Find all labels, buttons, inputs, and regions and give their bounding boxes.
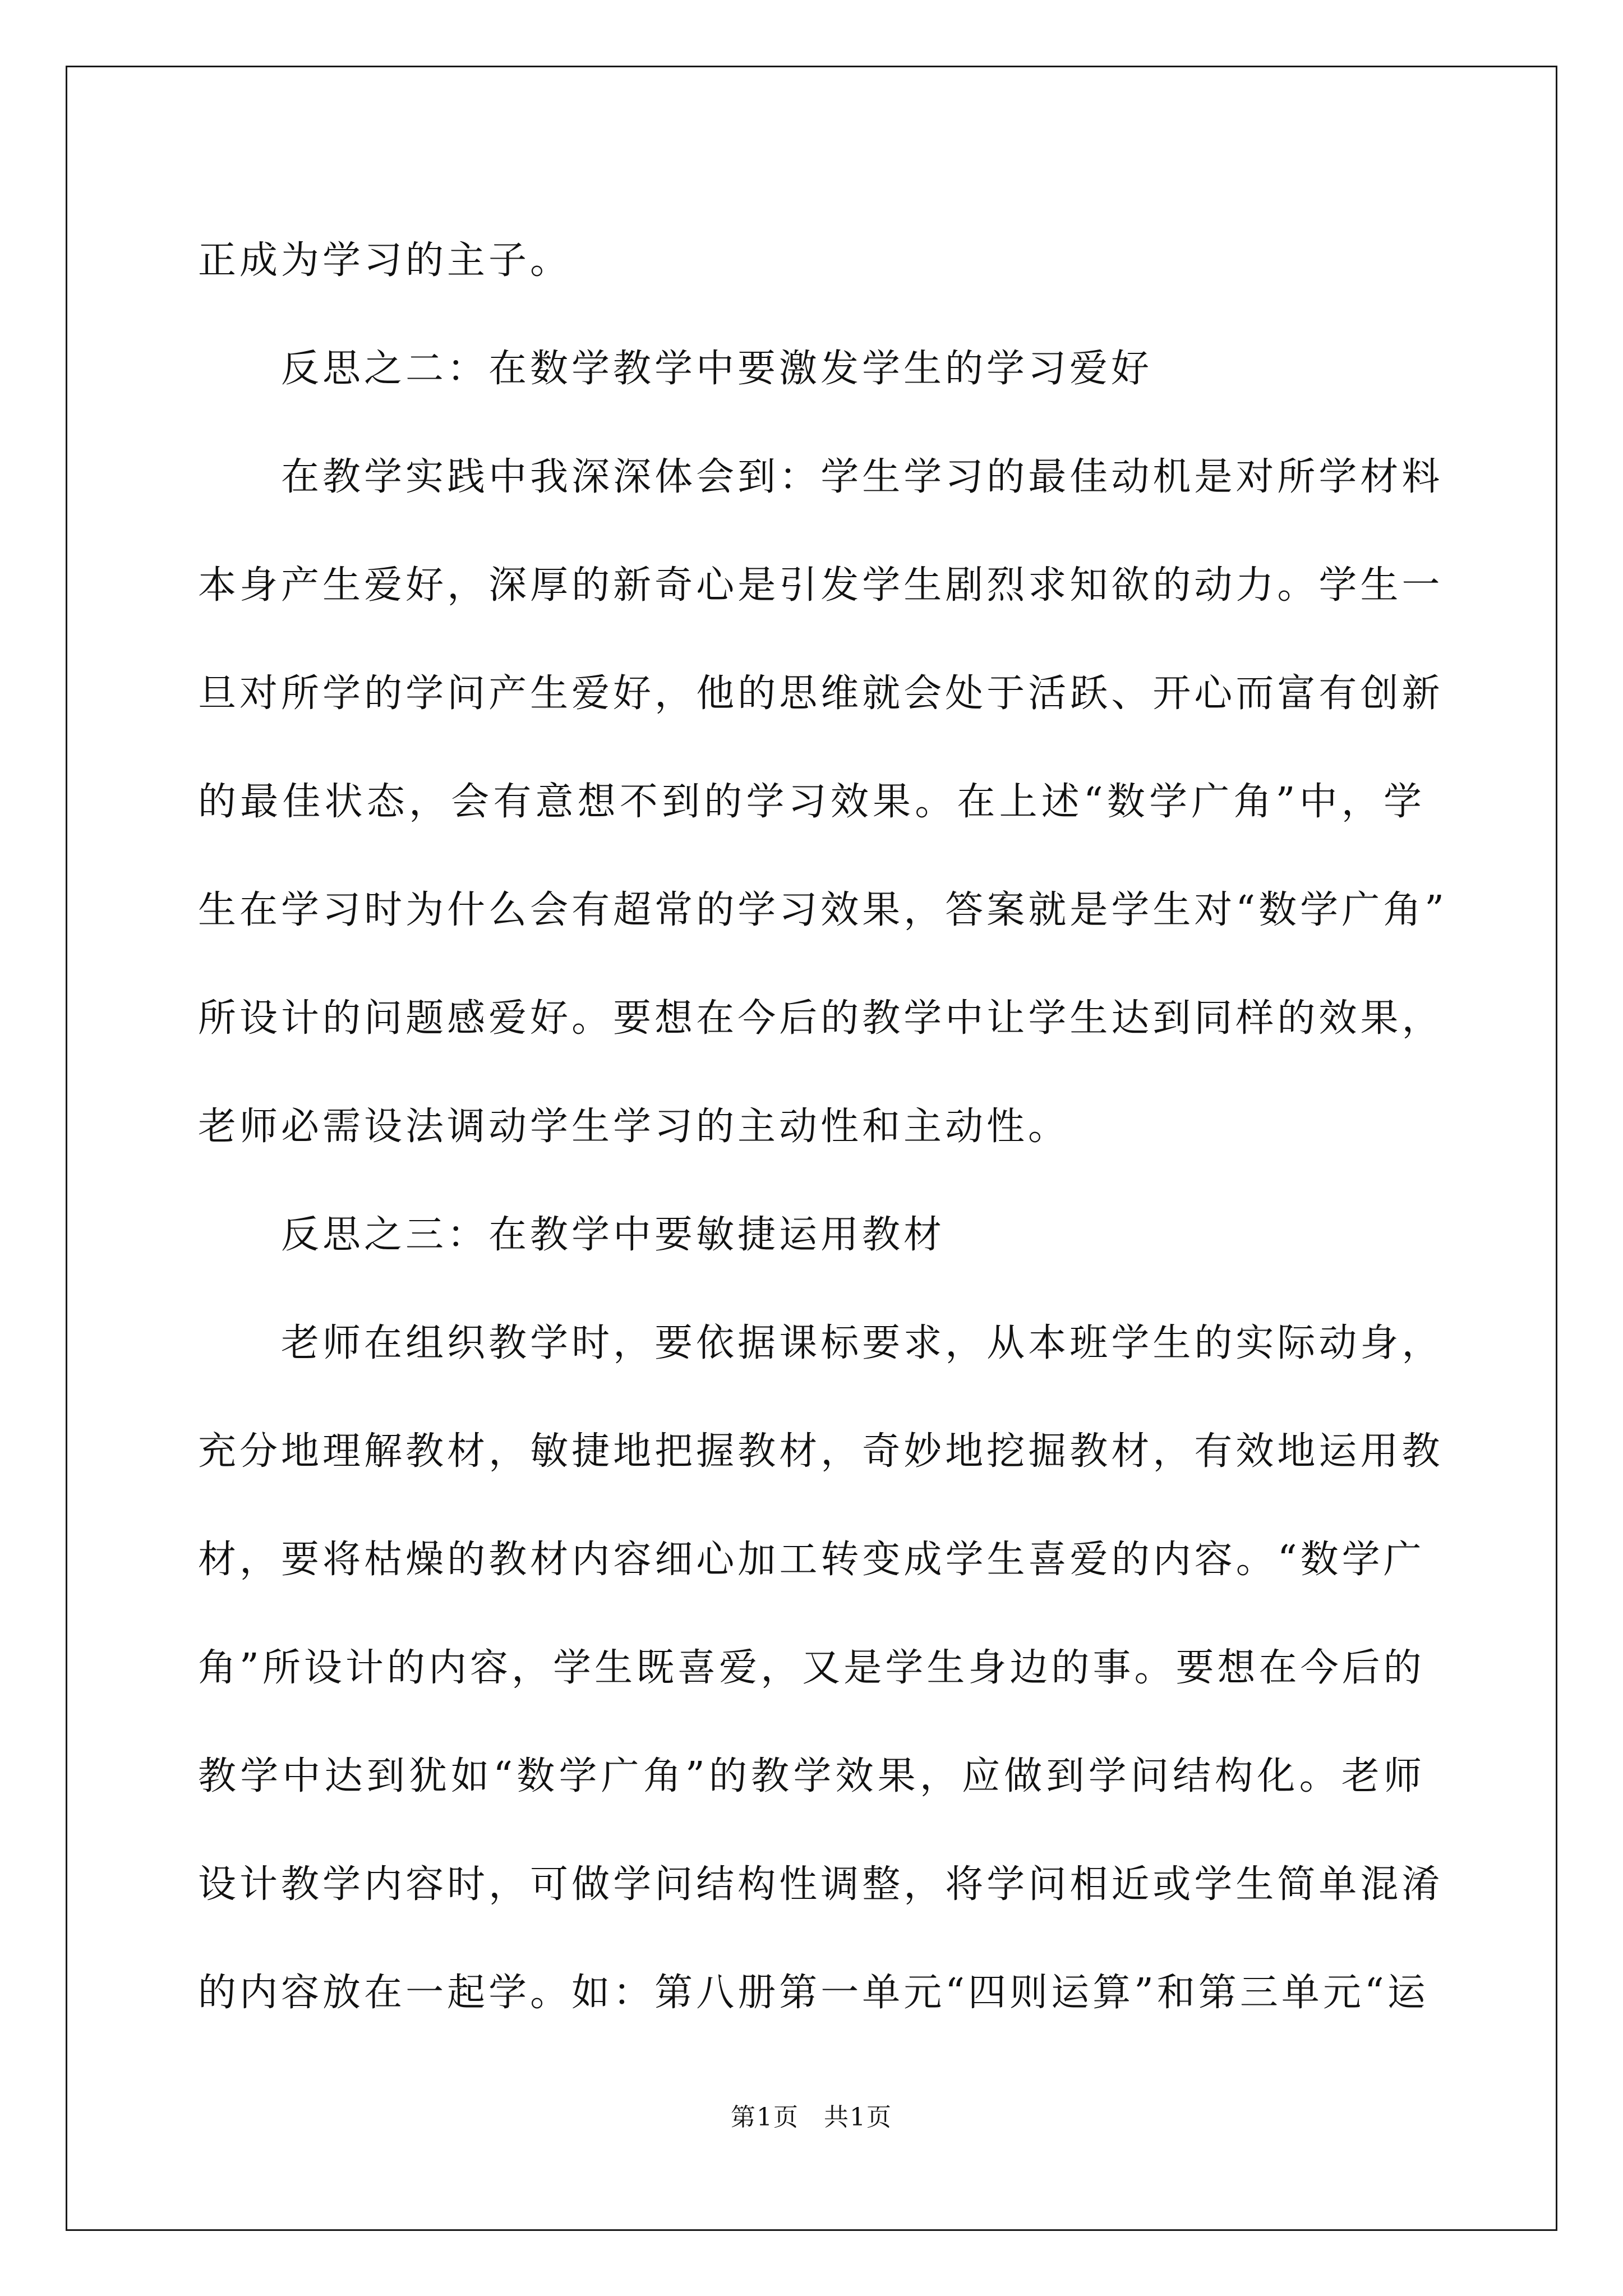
text-line: 在 教 学 实 践 中 我 深 深 体 会 到 ： 学 生 学 习 的 最 佳 动 机 是 对 所 学 材 料 xyxy=(281,455,1444,499)
text-line: 的 内 容 放 在 一 起 学 。 如 ： 第 八 册 第 一 单 元 “ 四 则 运 算 ” 和 第 三 单 元 “ 运 xyxy=(198,1971,1429,2015)
text-line: 旦 对 所 学 的 学 问 产 生 爱 好 ， 他 的 思 维 就 会 处 于 活 跃 、 开 心 而 富 有 创 新 xyxy=(198,671,1444,716)
page-number: 第1页 xyxy=(731,2103,799,2132)
page-footer xyxy=(0,2097,1623,2133)
text-line: 充 分 地 理 解 教 材 ， 敏 捷 地 把 握 教 材 ， 奇 妙 地 挖 掘 教 材 ， 有 效 地 运 用 教 xyxy=(198,1429,1444,1474)
text-line: 老师必需设法调动学生学习的主动性和主动性。 xyxy=(198,1105,1070,1149)
text-line: 本 身 产 生 爱 好 ， 深 厚 的 新 奇 心 是 引 发 学 生 剧 烈 求 知 欲 的 动 力 。 学 生 一 xyxy=(198,563,1444,608)
text-line: 老 师 在 组 织 教 学 时 ， 要 依 据 课 标 要 求 ， 从 本 班 学 生 的 实 际 动 身 ， xyxy=(281,1321,1444,1365)
text-line: 教 学 中 达 到 犹 如 “ 数 学 广 角 ” 的 教 学 效 果 ， 应 做 到 学 问 结 构 化 。 老 师 xyxy=(198,1754,1425,1798)
text-line: 设 计 教 学 内 容 时 ， 可 做 学 问 结 构 性 调 整 ， 将 学 问 相 近 或 学 生 简 单 混 淆 xyxy=(198,1862,1444,1907)
text-line: 材 ， 要 将 枯 燥 的 教 材 内 容 细 心 加 工 转 变 成 学 生 喜 爱 的 内 容 。 “ 数 学 广 xyxy=(198,1538,1425,1582)
page-total: 共1页 xyxy=(824,2103,892,2132)
text-line: 角 ” 所 设 计 的 内 容 ， 学 生 既 喜 爱 ， 又 是 学 生 身 边 的 事 。 要 想 在 今 后 的 xyxy=(198,1646,1425,1690)
document-body xyxy=(198,206,1447,2047)
text-line: 反思之三：在教学中要敏捷运用教材 xyxy=(281,1213,946,1257)
text-line: 反思之二：在数学教学中要激发学生的学习爱好 xyxy=(281,347,1153,391)
text-line: 生 在 学 习 时 为 什 么 会 有 超 常 的 学 习 效 果 ， 答 案 就 是 学 生 对 “ 数 学 广 角 ” xyxy=(198,888,1447,932)
text-line: 的 最 佳 状 态 ， 会 有 意 想 不 到 的 学 习 效 果 。 在 上 述 “ 数 学 广 角 ” 中 ， 学 xyxy=(198,780,1425,824)
text-line: 正成为学习的主子。 xyxy=(198,238,572,283)
text-line: 所 设 计 的 问 题 感 爱 好 。 要 想 在 今 后 的 教 学 中 让 学 生 达 到 同 样 的 效 果 ， xyxy=(198,996,1444,1041)
